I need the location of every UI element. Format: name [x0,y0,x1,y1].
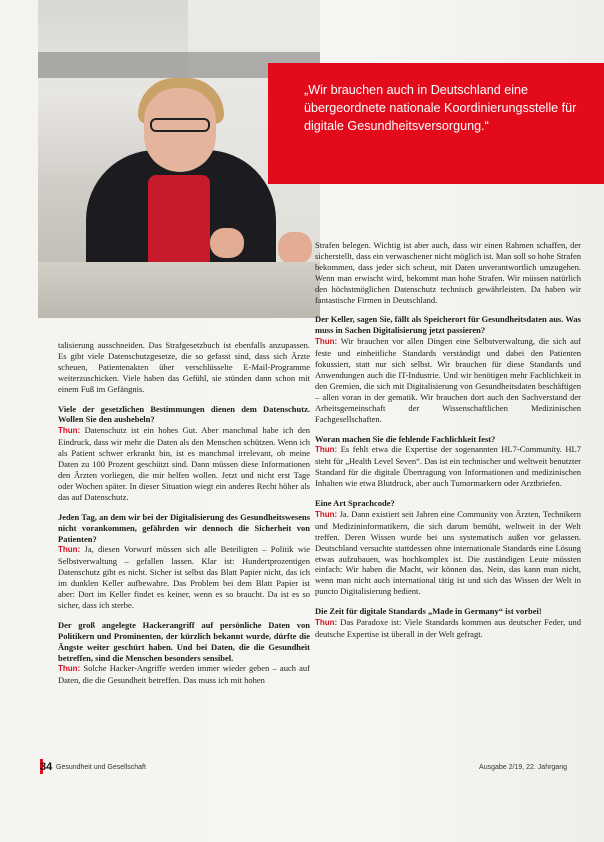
interview-question: Der Keller, sagen Sie, fällt als Speicherort für Gesundheitsdaten aus. Was muss in Sachen Digitalisierung jetzt passieren? [315,314,581,336]
interview-question: Jeden Tag, an dem wir bei der Digitalisierung des Gesundheitswesens nicht vorankommen, gefährden wir dennoch die Sicherheit von Patienten? [58,511,310,544]
photo-person-hand-right [278,232,312,264]
interview-question: Die Zeit für digitale Standards „Made in Germany“ ist vorbei! [315,606,542,617]
section-name: Gesundheit und Gesellschaft [56,764,146,771]
interview-answer: Thun: Datenschutz ist ein hohes Gut. Aber manchmal habe ich den Eindruck, dass wir mehr die Daten als den Menschen schützen. Wenn ich als Patient schwer erkrankt bin, ist es manchmal irrelevant, ob meine Daten zu 100 Prozent geschützt sind. Dann müssen diese Informationen den Ärzten vorliegen, die mir helfen wollen. Jetzt und nicht erst Tage oder Wochen später. In dieser Situation wiegt ein anderes Recht höher als das auf Datenschutz. [58,425,310,502]
page-number: 34 [40,761,53,773]
speaker-label: Thun: [315,509,338,519]
photo-person-glasses [150,118,210,132]
paragraph: Strafen belegen. Wichtig ist aber auch, dass wir einen Rahmen schaffen, der sicherstellt, dass ein verwaschener nicht möglich ist. Man soll so hohe Strafen bekommen, dass jeder sich scheut, mit Daten unverantwortlich umzugehen. Wenn man erwischt wird, bekommt man hohe Strafen. Wir müssen natürlich den höchstmöglichen Datenschutz technisch gewährleisten. Da haben wir fantastische Firmen in Deutschland. [315,240,581,305]
interview-question: Der groß angelegte Hackerangriff auf persönliche Daten von Politikern und Prominenten, der kürzlich bekannt wurde, dürfte die Ängste weiter geschürt haben. Und bei Daten, die die Gesundheit betreffen, sind die Menschen besonders sensibel. [58,619,310,663]
interview-answer: Thun: Es fehlt etwa die Expertise der sogenannten HL7-Community. HL7 steht für „Health Level Seven“. Das ist ein technischer und weltweit benutzter Standard für die digitale Übertragung von Informationen und medizinischen Inhalten wie etwa Blutdruck, aber auch Tumormarkern oder Arztbriefen. [315,444,581,489]
photo-table [38,262,320,318]
pull-quote: „Wir brauchen auch in Deutschland eine übergeordnete nationale Koordinierungsstelle für digitale Gesundheitsversorgung.“ [268,63,604,184]
paragraph: talisierung ausschneiden. Das Strafgesetzbuch ist ebenfalls anzupassen. Es gibt viele Datenschutzgesetze, die so gefasst sind, dass sich Ärzte scheuen, Patientenakten über verschlüsselte E-Mail-Programme weiterzuschicken. Viele haben das Gefühl, sie stünden dann schon mit einem Fuß im Gefängnis. [58,340,310,394]
interview-answer: Thun: Solche Hacker-Angriffe werden immer wieder geben – auch auf Daten, die die Gesundheit betreffen. Das muss ich mit hohen [58,663,310,686]
text-column-left [58,340,310,690]
speaker-label: Thun: [315,445,338,455]
interview-question: Woran machen Sie die fehlende Fachlichkeit fest? [315,433,496,444]
speaker-label: Thun: [58,426,81,436]
speaker-label: Thun: [58,664,81,674]
interview-question: Eine Art Sprachcode? [315,498,395,509]
text-column-right [315,240,581,644]
speaker-label: Thun: [315,618,338,628]
speaker-label: Thun: [58,545,81,555]
issue-info: Ausgabe 2/19, 22. Jahrgang [479,764,567,771]
interview-question: Viele der gesetzlichen Bestimmungen dienen dem Datenschutz. Wollen Sie den aushebeln? [58,403,310,425]
interview-answer: Thun: Das Paradoxe ist: Viele Standards kommen aus deutscher Feder, und deutsche Expertise ist überall in der Welt gefragt. [315,617,581,639]
interview-answer: Thun: Ja. Dann existiert seit Jahren eine Community von Ärzten, Technikern und Medizininformatikern, die sich darum bemüht, weltweit in der Welt treffen. Deren Wissen wurde bei uns systematisch außen vor gelassen. Deutschland versuchte stattdessen ohne internationale Standards eine Lösung etwas aufzubauen, was hochkomplex ist. Die zuständigen Leute müssten einfach: Wir haben die Macht, wir können das. Nein, das kann man nicht, wenn man nicht auch international tätig ist und sich das Wissen der Welt in puncto Digitalisierung bedient. [315,508,581,597]
page-footer [40,762,585,776]
speaker-label: Thun: [315,337,338,347]
photo-person-hand-left [210,228,244,258]
interview-answer: Thun: Ja, diesen Vorwurf müssen sich alle Beteiligten – Politik wie Selbstverwaltung – gefallen lassen. Klar ist: Hundertprozentigen Datenschutz gibt es nicht. Sicher ist selbst das Blatt Papier nicht, das ich im dunklen Keller aufbewahre. Das Problem bei dem Blatt Papier ist aber: Dort im Keller findet es keiner, wenn es so braucht. Da ist es so sicher, dass ich sterbe. [58,544,310,610]
interview-answer: Thun: Wir brauchen vor allen Dingen eine Selbstverwaltung, die sich auf feste und einheitliche Standards verständigt und dabei den Patienten fokussiert, statt nur sich selbst. Wir brauchen für diese Standards und Anwendungen auch die IT-Industrie. Und wir benötigen mehr Fachlichkeit in den Gremien, die sich mit Digitalisierung von Gesundheitsdaten beschäftigen – allen voran in der gematik. Wir brauchen dort auch den Sachverstand der Arbeitsgemeinschaft der Wissenschaftlichen Medizinischen Fachgesellschaften. [315,336,581,424]
